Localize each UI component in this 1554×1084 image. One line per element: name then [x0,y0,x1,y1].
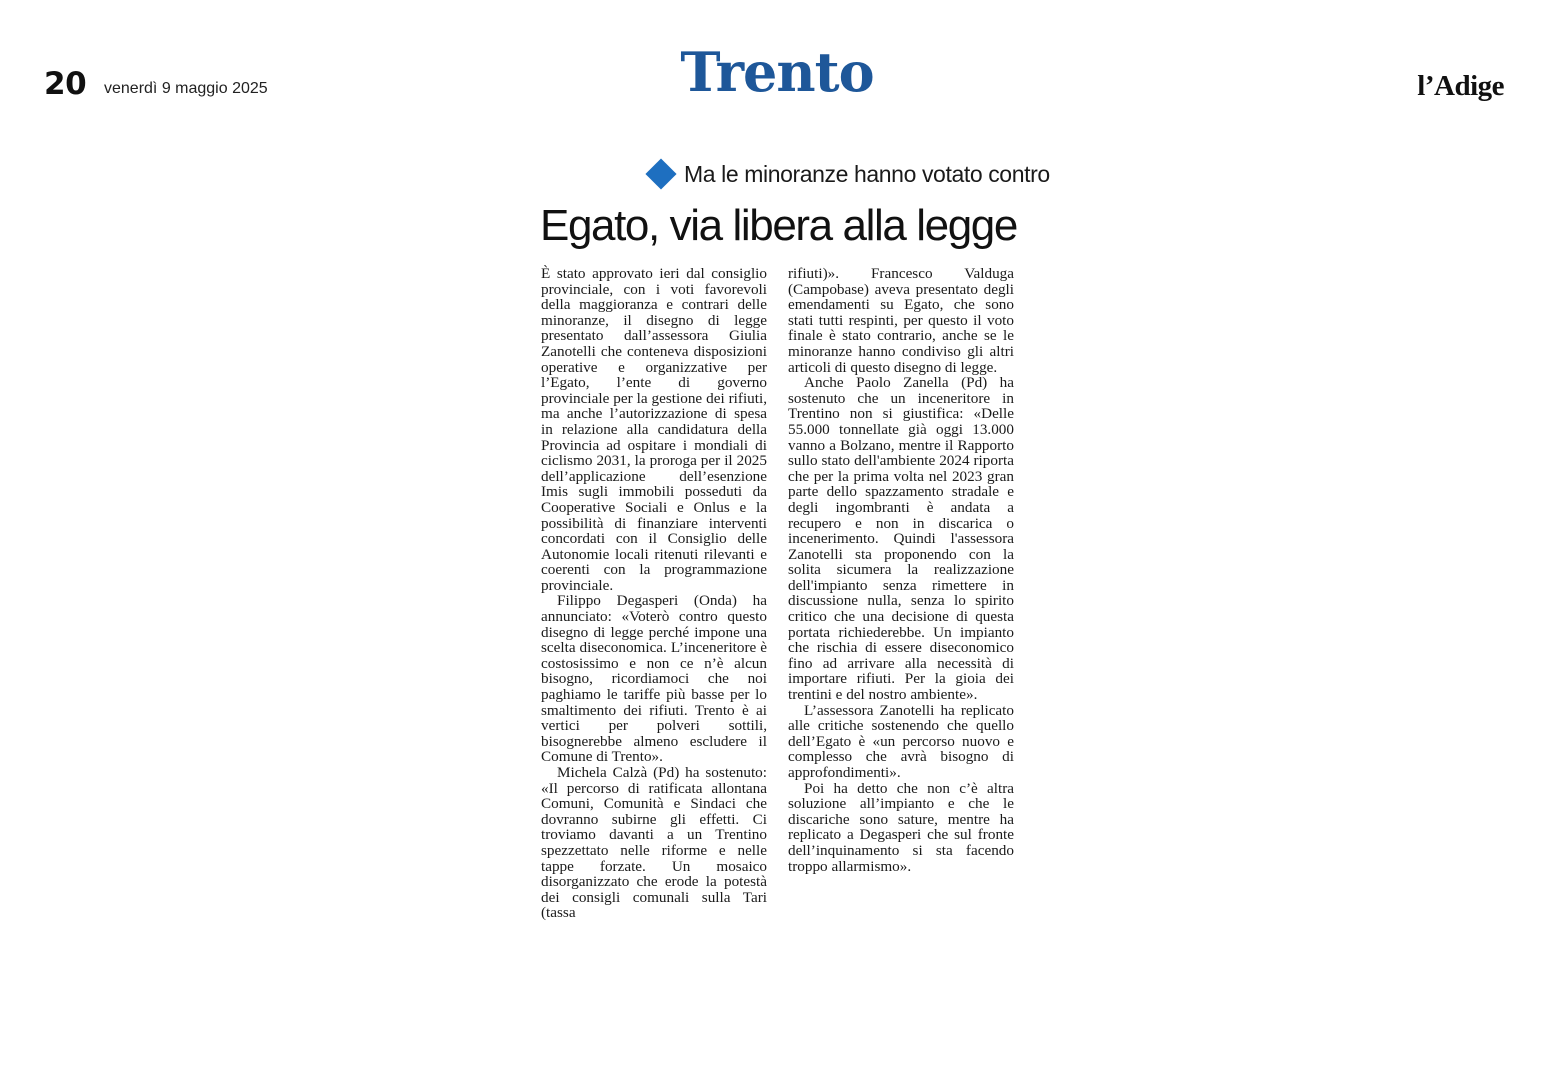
section-title: Trento [680,40,874,104]
paragraph: rifiuti)». Francesco Valduga (Campobase) aveva presentato degli emendamenti su Egato, che sono stati tutti respinti, per questo il voto finale è stato contrario, anche se le minoranze hanno condiviso gli altri articoli di questo disegno di legge. [788,265,1014,376]
paragraph: Michela Calzà (Pd) ha sostenuto: «Il percorso di ratificata allontana Comuni, Comunità e Sindaci che dovranno subirne gli effetti. Ci troviamo davanti a un Trentino spezzettato nelle riforme e nelle tappe forzate. Un mosaico disorganizzato che erode la potestà dei consigli comunali sulla Tari (tassa [541,764,767,922]
paragraph: È stato approvato ieri dal consiglio provinciale, con i voti favorevoli della maggioranza e contrari delle minoranze, il disegno di legge presentato dall’assessora Giulia Zanotelli che conteneva disposizioni operative e organizzative per l’Egato, l’ente di governo provinciale per la gestione dei rifiuti, ma anche l’autorizzazione di spesa in relazione alla candidatura della Provincia ad ospitare i mondiali di ciclismo 2031, la proroga per il 2025 dell’applicazione dell’esenzione Imis sugli immobili posseduti da Cooperative Sociali e Onlus e la possibilità di finanziare interventi concordati con il Consiglio delle Autonomie locali ritenuti rilevanti e coerenti con la programmazione provinciale. [541,265,767,594]
diamond-icon [645,158,676,189]
article-column-1 [541,266,767,921]
page-number: 20 [44,66,87,102]
paragraph: Filippo Degasperi (Onda) ha annunciato: «Voterò contro questo disegno di legge perché impone una scelta diseconomica. L’inceneritore è costosissimo e non ce n’è alcun bisogno, ricordiamoci che noi paghiamo le tariffe più basse per lo smaltimento dei rifiuti. Trento è ai vertici per polveri sottili, bisognerebbe almeno escludere il Comune di Trento». [541,592,767,766]
paragraph: Anche Paolo Zanella (Pd) ha sostenuto che un inceneritore in Trentino non si giustifica: «Delle 55.000 tonnellate già oggi 13.000 vanno a Bolzano, mentre il Rapporto sullo stato dell'ambiente 2024 riporta che per la prima volta nel 2023 gran parte dello spazzamento stradale e degli ingombranti è andata a recupero e non in discarica o incenerimento. Quindi l'assessora Zanotelli sta proponendo con la solita sicumera la realizzazione dell'impianto senza rimettere in discussione nulla, senza lo spirito critico che una decisione di questa portata richiederebbe. Un impianto che rischia di essere diseconomico fino ad arrivare alla necessità di importare rifiuti. Per la gioia dei trentini e del nostro ambiente». [788,374,1014,704]
paragraph: L’assessora Zanotelli ha replicato alle critiche sostenendo che quello dell’Egato è «un percorso nuovo e complesso che avrà bisogno di approfondimenti». [788,701,1014,781]
masthead-logo: l’Adige [1417,70,1504,102]
page-date: venerdì 9 maggio 2025 [104,80,268,97]
paragraph: Poi ha detto che non c’è altra soluzione all’impianto e che le discariche sono sature, mentre ha replicato a Degasperi che sul fronte dell’inquinamento si sta facendo troppo allarmismo». [788,779,1014,875]
kicker [645,157,1050,191]
headline: Egato, via libera alla legge [540,201,1017,250]
article-column-2 [788,266,1014,874]
kicker-text: Ma le minoranze hanno votato contro [684,161,1050,187]
